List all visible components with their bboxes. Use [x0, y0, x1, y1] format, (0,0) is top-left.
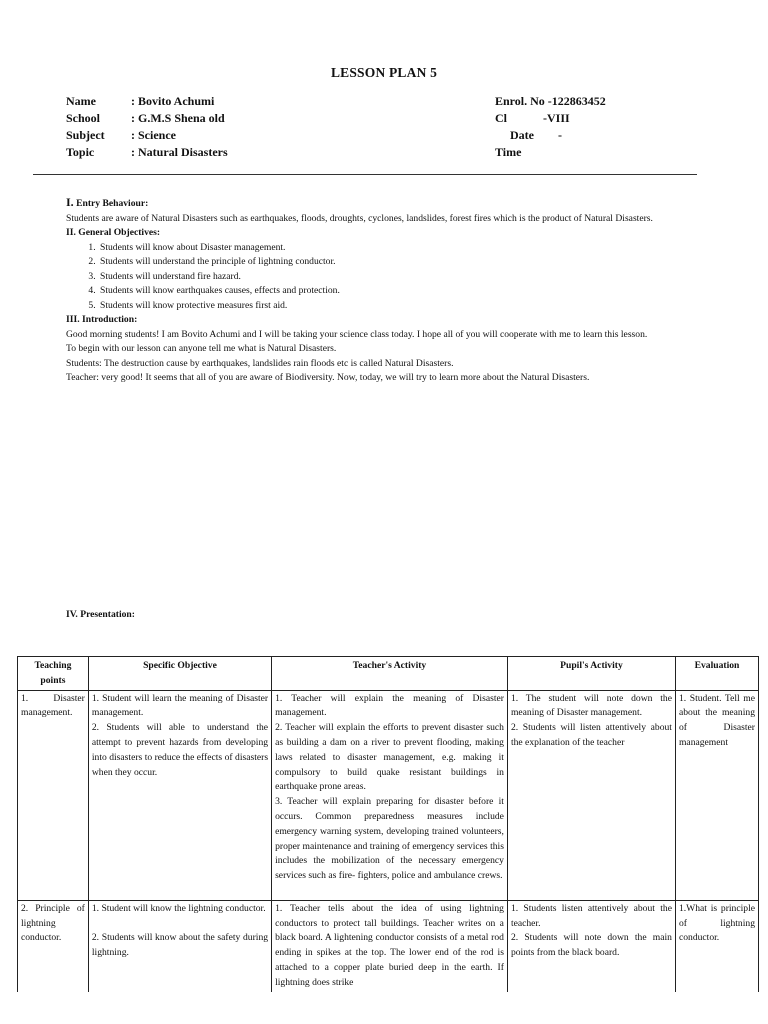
- column-header: Teaching points: [18, 657, 89, 691]
- teacher-activity-cell: [272, 690, 508, 900]
- section-number: I.: [66, 195, 74, 209]
- cell-line: 3. Teacher will explain preparing for disaster before it occurs. Common preparedness measures include emergency warning system, developing trained volunteers, proper maintenance and training of emergency services this includes the mobilization of the necessary emergency services such as fire- fighters, police and ambulance crews.: [275, 796, 504, 882]
- column-header: Teacher's Activity: [272, 657, 508, 691]
- info-value: : Science: [131, 128, 176, 142]
- info-value: : G.M.S Shena old: [131, 111, 225, 125]
- cell-line: 1. The student will note down the meaning of Disaster management.: [510, 692, 672, 719]
- info-label: Subject: [66, 128, 105, 142]
- info-value: : Bovito Achumi: [131, 94, 215, 108]
- evaluation-cell: 1.What is principle of lightning conductor.: [675, 900, 758, 991]
- intro-line: Teacher: very good! It seems that all of you are aware of Biodiversity. Now, today, we will try to learn more about the Natural Disasters.: [66, 372, 590, 383]
- info-label: Name: [66, 94, 96, 108]
- info-subject: [66, 127, 228, 144]
- presentation-table: [17, 656, 759, 992]
- list-item: 4. Students will know earthquakes causes, effects and protection.: [98, 284, 706, 299]
- class-info: [495, 93, 606, 161]
- pupil-activity-cell: [507, 900, 675, 991]
- introduction-heading: III. Introduction:: [66, 314, 138, 325]
- intro-line: Good morning students! I am Bovito Achumi and I will be taking your science class today. I hope all of you will cooperate with me to learn this lesson.: [66, 328, 648, 340]
- column-header: Pupil's Activity: [507, 657, 675, 691]
- objective-cell: [88, 690, 271, 900]
- column-header: Specific Objective: [88, 657, 271, 691]
- intro-line: Students: The destruction cause by earthquakes, landslides rain floods etc is called Natural Disasters.: [66, 357, 454, 369]
- objectives-list: [66, 241, 706, 314]
- info-name: [66, 93, 228, 110]
- intro-line: To begin with our lesson can anyone tell me what is Natural Disasters.: [66, 343, 337, 354]
- section-title: Entry Behaviour:: [76, 198, 149, 209]
- lesson-body: [66, 195, 706, 386]
- evaluation-cell: 1. Student. Tell me about the meaning of Disaster management: [675, 690, 758, 900]
- student-info: [66, 93, 228, 161]
- cell-line: 1. Teacher will explain the meaning of Disaster management.: [275, 692, 504, 719]
- teaching-point-cell: 1. Disaster management.: [18, 690, 89, 900]
- cell-line: 2. Students will able to understand the attempt to prevent hazards from developing into disasters to reduce the effects of disasters when they occur.: [91, 722, 269, 778]
- info-label: Topic: [66, 145, 95, 159]
- general-objectives-heading: II. General Objectives:: [66, 227, 161, 238]
- info-school: [66, 110, 228, 127]
- info-time: Time: [495, 145, 522, 159]
- list-item: 1. Students will know about Disaster management.: [98, 241, 706, 256]
- entry-behaviour-text: Students are aware of Natural Disasters such as earthquakes, floods, droughts, cyclones, landslides, forest fires which is the product of Natural Disasters.: [66, 212, 653, 224]
- teaching-point-cell: 2. Principle of lightning conductor.: [18, 900, 89, 991]
- cell-line: 1. Teacher tells about the idea of using lightning conductors to protect tall buildings. Teacher writes on a black board. A lightening conductor consists of a metal rod ending in spikes at the top. The lower end of the rod is attached to a copper plate buried deep in the earth. If lightning does strike: [275, 902, 504, 988]
- info-class: Cl -VIII: [495, 111, 570, 125]
- entry-behaviour-heading: [66, 195, 706, 212]
- info-topic: [66, 144, 228, 161]
- info-enrol: Enrol. No -122863452: [495, 94, 606, 108]
- cell-line: 2. Students will know about the safety during lightning.: [91, 932, 269, 959]
- cell-line: 2. Students will note down the main points from the black board.: [510, 932, 672, 959]
- list-item: 5. Students will know protective measures first aid.: [98, 299, 706, 314]
- table-row: [18, 690, 759, 900]
- list-item: 2. Students will understand the principle of lightning conductor.: [98, 255, 706, 270]
- presentation-heading: IV. Presentation:: [66, 609, 135, 620]
- document-title: LESSON PLAN 5: [330, 65, 438, 80]
- cell-line: 1. Students listen attentively about the teacher.: [510, 902, 672, 929]
- info-value: : Natural Disasters: [131, 145, 228, 159]
- cell-line: 1. Student will learn the meaning of Disaster management.: [91, 692, 269, 719]
- cell-line: 1. Student will know the lightning conductor.: [91, 902, 266, 914]
- cell-line: 2. Students will listen attentively about the explanation of the teacher: [510, 722, 672, 748]
- table-header-row: [18, 657, 759, 691]
- table-row: [18, 900, 759, 991]
- cell-line: 2. Teacher will explain the efforts to prevent disaster such as building a dam on a river to prevent flooding, making laws related to disaster management, e.g. making it compulsory to build quake resistant buildings in earthquake prone areas.: [275, 722, 504, 793]
- objective-cell: [88, 900, 271, 991]
- info-label: School: [66, 111, 101, 125]
- column-header: Evaluation: [675, 657, 758, 691]
- list-item: 3. Students will understand fire hazard.: [98, 270, 706, 285]
- header-divider: [33, 174, 697, 175]
- pupil-activity-cell: [507, 690, 675, 900]
- teacher-activity-cell: [272, 900, 508, 991]
- info-date: Date -: [495, 128, 562, 142]
